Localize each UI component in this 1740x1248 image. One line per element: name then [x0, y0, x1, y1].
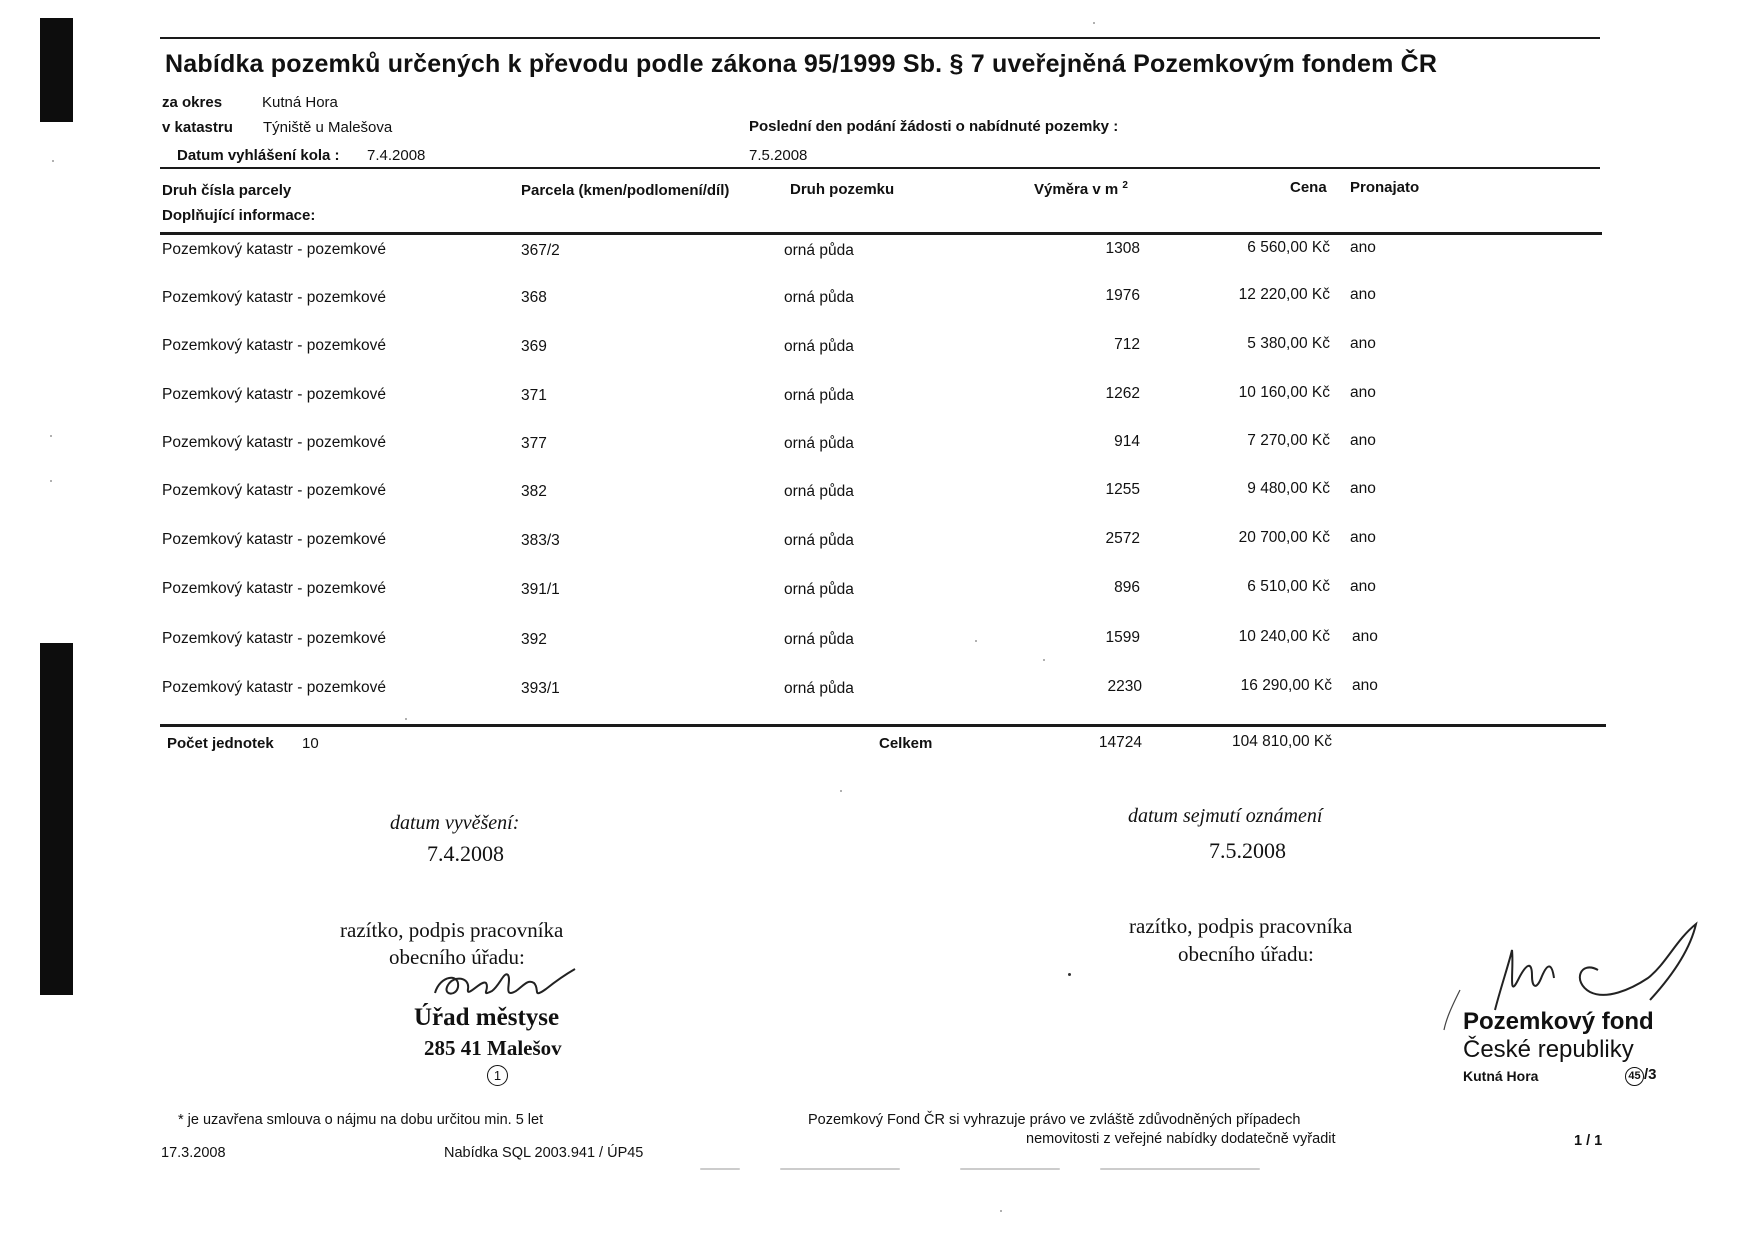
scan-speck: [840, 790, 842, 792]
cell-parcela: 393/1: [521, 680, 560, 697]
sejmuti-label: datum sejmutí oznámení: [1128, 805, 1323, 827]
cell-vymera: 1976: [1105, 287, 1140, 304]
cell-pozemek: orná půda: [784, 631, 854, 648]
cell-pozemek: orná půda: [784, 289, 854, 306]
scan-speck: [1068, 973, 1071, 976]
header-rule: [160, 167, 1600, 169]
footer-disclaimer-line1: Pozemkový Fond ČR si vyhrazuje právo ve zvláště zdůvodněných případech: [808, 1112, 1301, 1128]
col-doplnujici: Doplňující informace:: [162, 207, 316, 224]
scan-speck: [975, 640, 977, 642]
cell-druh: Pozemkový katastr - pozemkové: [162, 679, 386, 696]
cell-cena: 6 560,00 Kč: [1247, 239, 1330, 256]
scan-speck: [1100, 1168, 1260, 1170]
cell-vymera: 1308: [1105, 240, 1140, 257]
fund-stamp-number-suffix: /3: [1644, 1066, 1657, 1083]
cell-cena: 10 160,00 Kč: [1238, 384, 1330, 401]
razitko-right-line1: razítko, podpis pracovníka: [1129, 914, 1353, 938]
cell-parcela: 382: [521, 483, 547, 500]
page-title: Nabídka pozemků určených k převodu podle zákona 95/1999 Sb. § 7 uveřejněná Pozemkovým fondem ČR: [165, 50, 1438, 78]
scan-speck: [52, 160, 54, 162]
redaction-bar-top: [40, 18, 73, 122]
cell-parcela: 367/2: [521, 242, 560, 259]
col-vymera: [1034, 180, 1128, 198]
col-druh-cisla: Druh čísla parcely: [162, 182, 292, 199]
cell-druh: Pozemkový katastr - pozemkové: [162, 531, 386, 548]
footer-disclaimer-line2: nemovitosti z veřejné nabídky dodatečně vyřadit: [1026, 1131, 1336, 1147]
col-parcela: Parcela (kmen/podlomení/díl): [521, 182, 730, 199]
fund-stamp-line1: Pozemkový fond: [1463, 1008, 1654, 1035]
col-vymera-unit-exponent: 2: [1122, 180, 1128, 191]
cell-druh: Pozemkový katastr - pozemkové: [162, 289, 386, 306]
cell-pozemek: orná půda: [784, 532, 854, 549]
cell-druh: Pozemkový katastr - pozemkové: [162, 337, 386, 354]
cell-vymera: 1255: [1105, 481, 1140, 498]
cell-parcela: 391/1: [521, 581, 560, 598]
cell-pronajato: ano: [1352, 677, 1378, 694]
vyhlaseni-value: 7.4.2008: [367, 147, 426, 164]
col-vymera-label: Výměra v m: [1034, 181, 1119, 198]
cell-druh: Pozemkový katastr - pozemkové: [162, 482, 386, 499]
razitko-left-line1: razítko, podpis pracovníka: [340, 918, 564, 942]
vyhlaseni-label: Datum vyhlášení kola :: [177, 147, 340, 164]
signature-left: [430, 965, 580, 1005]
scan-speck: [1093, 22, 1095, 24]
cell-parcela: 368: [521, 289, 547, 306]
cell-pozemek: orná půda: [784, 435, 854, 452]
stamp-mark: [487, 1065, 508, 1086]
cell-vymera: 1262: [1105, 385, 1140, 402]
cell-cena: 6 510,00 Kč: [1247, 578, 1330, 595]
cell-cena: 16 290,00 Kč: [1240, 677, 1332, 694]
cell-cena: 12 220,00 Kč: [1238, 286, 1330, 303]
vyveseni-label: datum vyvěšení:: [390, 812, 520, 834]
razitko-left-line2: obecního úřadu:: [389, 945, 525, 969]
cell-parcela: 377: [521, 435, 547, 452]
cell-pronajato: ano: [1350, 432, 1376, 449]
pocet-jednotek-value: 10: [302, 735, 319, 752]
posledni-den-value: 7.5.2008: [749, 147, 808, 164]
fund-stamp-line3: Kutná Hora: [1463, 1068, 1539, 1084]
cell-cena: 10 240,00 Kč: [1238, 628, 1330, 645]
footer-doc-id: Nabídka SQL 2003.941 / ÚP45: [444, 1145, 644, 1161]
cell-druh: Pozemkový katastr - pozemkové: [162, 580, 386, 597]
cell-pronajato: ano: [1352, 628, 1378, 645]
cell-pozemek: orná půda: [784, 581, 854, 598]
cell-pozemek: orná půda: [784, 387, 854, 404]
scan-speck: [50, 480, 52, 482]
cell-parcela: 369: [521, 338, 547, 355]
footer-note: * je uzavřena smlouva o nájmu na dobu určitou min. 5 let: [178, 1112, 544, 1128]
cell-cena: 5 380,00 Kč: [1247, 335, 1330, 352]
cell-vymera: 712: [1114, 336, 1140, 353]
cell-vymera: 896: [1114, 579, 1140, 596]
cell-vymera: 1599: [1105, 629, 1140, 646]
cell-druh: Pozemkový katastr - pozemkové: [162, 630, 386, 647]
col-pronajato: Pronajato: [1350, 179, 1420, 196]
stamp-mark-number: 1: [487, 1065, 508, 1086]
cell-pozemek: orná půda: [784, 680, 854, 697]
sejmuti-value: 7.5.2008: [1209, 838, 1286, 863]
cell-pozemek: orná půda: [784, 483, 854, 500]
cell-cena: 7 270,00 Kč: [1247, 432, 1330, 449]
vymera-total: 14724: [1098, 734, 1142, 751]
scan-speck: [960, 1168, 1060, 1170]
stamp-urad-line2: 285 41 Malešov: [424, 1036, 562, 1060]
cell-parcela: 392: [521, 631, 547, 648]
vyveseni-value: 7.4.2008: [427, 841, 504, 866]
stamp-urad-line1: Úřad městyse: [414, 1004, 560, 1031]
cell-parcela: 383/3: [521, 532, 560, 549]
okres-value: Kutná Hora: [262, 94, 338, 111]
scan-speck: [50, 435, 52, 437]
razitko-right-line2: obecního úřadu:: [1178, 942, 1314, 966]
cell-pronajato: ano: [1350, 335, 1376, 352]
table-header-rule: [160, 232, 1602, 235]
katastr-value: Týniště u Malešova: [263, 119, 393, 136]
okres-label: za okres: [162, 94, 223, 111]
cell-vymera: 914: [1114, 433, 1140, 450]
scan-speck: [780, 1168, 900, 1170]
cell-pronajato: ano: [1350, 384, 1376, 401]
footer-page-number: 1 / 1: [1574, 1133, 1603, 1149]
col-cena: Cena: [1290, 179, 1327, 196]
cell-cena: 20 700,00 Kč: [1238, 529, 1330, 546]
katastr-label: v katastru: [162, 119, 233, 136]
table-bottom-rule: [160, 724, 1606, 727]
cell-vymera: 2230: [1107, 678, 1142, 695]
scan-speck: [700, 1168, 740, 1170]
cell-parcela: 371: [521, 387, 547, 404]
cena-total: 104 810,00 Kč: [1232, 733, 1332, 750]
cell-pozemek: orná půda: [784, 338, 854, 355]
cell-pronajato: ano: [1350, 239, 1376, 256]
pocet-jednotek-label: Počet jednotek: [167, 735, 274, 752]
cell-pronajato: ano: [1350, 529, 1376, 546]
scan-speck: [405, 718, 407, 720]
cell-vymera: 2572: [1105, 530, 1140, 547]
fund-stamp-line2: České republiky: [1463, 1036, 1634, 1063]
fund-stamp-number: [1625, 1066, 1657, 1086]
cell-cena: 9 480,00 Kč: [1247, 480, 1330, 497]
celkem-label: Celkem: [879, 735, 933, 752]
cell-druh: Pozemkový katastr - pozemkové: [162, 434, 386, 451]
posledni-den-label: Poslední den podání žádosti o nabídnuté pozemky :: [749, 118, 1119, 135]
fund-stamp-number-circle: 45: [1625, 1067, 1644, 1086]
cell-pronajato: ano: [1350, 286, 1376, 303]
footer-date: 17.3.2008: [161, 1145, 226, 1161]
scan-speck: [1043, 659, 1045, 661]
top-rule: [160, 37, 1600, 39]
cell-pronajato: ano: [1350, 480, 1376, 497]
cell-pronajato: ano: [1350, 578, 1376, 595]
cell-pozemek: orná půda: [784, 242, 854, 259]
col-druh-pozemku: Druh pozemku: [790, 181, 895, 198]
cell-druh: Pozemkový katastr - pozemkové: [162, 386, 386, 403]
scan-speck: [1000, 1210, 1002, 1212]
cell-druh: Pozemkový katastr - pozemkové: [162, 241, 386, 258]
redaction-bar-bottom: [40, 643, 73, 995]
